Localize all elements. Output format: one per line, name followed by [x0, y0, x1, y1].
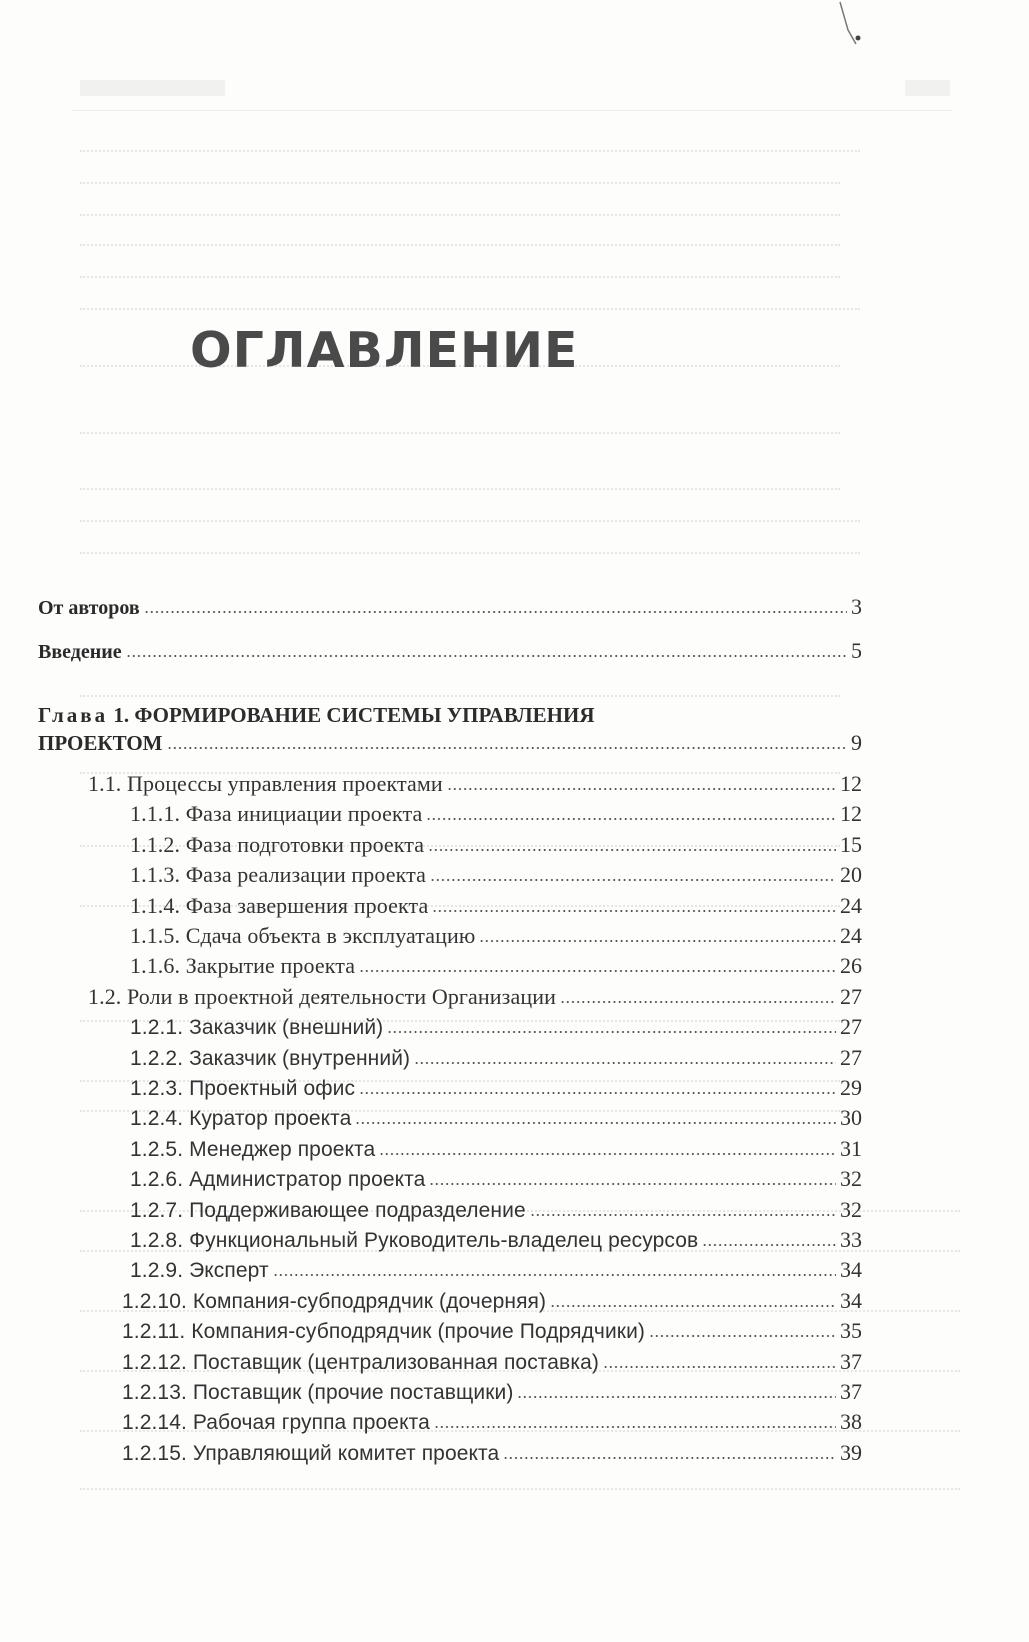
dot-leader	[359, 1092, 836, 1094]
toc-entry-introduction[interactable]	[38, 640, 862, 662]
dot-leader	[429, 1183, 836, 1185]
toc-page-number: 15	[840, 831, 862, 857]
toc-subsection-label: 1.1.1. Фаза инициации проекта	[130, 801, 423, 827]
toc-subsection[interactable]	[130, 925, 862, 947]
toc-subsection-label: 1.2.11. Компания-субподрядчик (прочие Подрядчики)	[122, 1320, 646, 1344]
dot-leader	[167, 747, 848, 749]
chapter-title-line1: ФОРМИРОВАНИЕ СИСТЕМЫ УПРАВЛЕНИЯ	[134, 703, 595, 727]
dot-leader	[603, 1366, 836, 1368]
bleed-line	[80, 308, 860, 310]
toc-subsection[interactable]	[130, 892, 862, 918]
dot-leader	[479, 940, 836, 942]
toc-subsection[interactable]	[130, 1196, 862, 1222]
dot-leader	[430, 879, 836, 881]
toc-subsection-label: 1.2.3. Проектный офис	[130, 1077, 356, 1100]
toc-subsection-label: 1.1.5. Сдача объекта в эксплуатацию	[130, 923, 476, 948]
bleed-line	[80, 1488, 960, 1490]
toc-subsection[interactable]	[130, 1168, 862, 1190]
toc-subsection[interactable]	[130, 1107, 862, 1129]
dot-leader	[702, 1244, 836, 1246]
dot-leader	[126, 655, 847, 657]
dot-leader	[530, 1214, 836, 1216]
dot-leader	[550, 1305, 836, 1307]
toc-subsection-label: 1.1.2. Фаза подготовки проекта	[130, 831, 425, 857]
toc-subsection[interactable]	[130, 1077, 862, 1099]
toc-subsection-label: 1.1.6. Закрытие проекта	[130, 953, 356, 979]
toc-page-number: 24	[840, 923, 862, 948]
toc-subsection[interactable]	[130, 864, 862, 886]
toc-section-label: 1.1. Процессы управления проектами	[88, 771, 443, 796]
toc-page-number: 12	[840, 771, 862, 796]
toc-page-number: 37	[840, 1379, 862, 1404]
bleed-line	[80, 488, 840, 490]
toc-subsection-label: 1.2.8. Функциональный Руководитель-владелец ресурсов	[130, 1229, 699, 1252]
toc-subsection[interactable]	[130, 831, 862, 857]
dot-leader	[447, 788, 836, 790]
dot-leader	[144, 611, 847, 613]
toc-page-number: 5	[851, 638, 862, 663]
toc-section[interactable]	[88, 983, 862, 1009]
chapter-title-line2: ПРОЕКТОМ	[38, 731, 163, 755]
dot-leader	[560, 1001, 836, 1003]
toc-page-number: 37	[840, 1348, 862, 1374]
toc-entry-chapter-1[interactable]	[38, 732, 862, 754]
bleed-line	[80, 276, 840, 278]
toc-subsection-label: 1.1.4. Фаза завершения проекта	[130, 892, 429, 918]
toc-page-number: 27	[840, 1044, 862, 1070]
toc-subsection[interactable]	[122, 1381, 862, 1403]
toc-page-number: 24	[840, 892, 862, 918]
toc-page-number: 26	[840, 953, 862, 979]
bleed-line	[80, 244, 840, 246]
dot-leader	[355, 1122, 836, 1124]
toc-subsection-label: 1.2.4. Куратор проекта	[130, 1107, 352, 1131]
page-title: ОГЛАВЛЕНИЕ	[190, 322, 579, 379]
bleed-line	[80, 182, 840, 184]
toc-section-label: 1.2. Роли в проектной деятельности Организации	[88, 983, 556, 1009]
toc-entry-label: Введение	[38, 641, 122, 663]
toc-subsection[interactable]	[122, 1287, 862, 1313]
toc-subsection[interactable]	[130, 1135, 862, 1161]
bleed-header-rule	[72, 110, 952, 111]
chapter-prefix: Глава	[38, 703, 109, 727]
toc-entry-authors[interactable]	[38, 596, 862, 618]
dot-leader	[649, 1335, 836, 1337]
toc-page-number: 30	[840, 1105, 862, 1131]
toc-page-number: 38	[840, 1409, 862, 1435]
bleed-line	[80, 214, 840, 216]
dot-leader	[359, 970, 836, 972]
dot-leader	[273, 1274, 836, 1276]
toc-subsection-label: 1.2.10. Компания-субподрядчик (дочерняя)	[122, 1289, 547, 1313]
toc-subsection-label: 1.2.7. Поддерживающее подразделение	[130, 1198, 526, 1222]
toc-subsection-label: 1.2.12. Поставщик (централизованная поставка)	[122, 1350, 599, 1374]
toc-subsection-label: 1.2.6. Администратор проекта	[130, 1168, 426, 1192]
bleed-line	[80, 150, 860, 152]
dot-leader	[428, 849, 836, 851]
dot-leader	[517, 1396, 836, 1398]
bleed-page-number	[905, 80, 950, 96]
toc-page-number: 34	[840, 1287, 862, 1313]
dot-leader	[387, 1031, 836, 1033]
toc-page-number: 31	[840, 1135, 862, 1161]
toc-subsection-label: 1.2.5. Менеджер проекта	[130, 1137, 376, 1161]
toc-subsection-label: 1.2.13. Поставщик (прочие поставщики)	[122, 1381, 514, 1404]
toc-page-number: 27	[840, 983, 862, 1009]
toc-page-number: 35	[840, 1318, 862, 1344]
bleed-line	[80, 520, 860, 522]
toc-page-number: 32	[840, 1196, 862, 1222]
chapter-heading[interactable]	[38, 703, 595, 728]
toc-page-number: 39	[840, 1439, 862, 1465]
dot-leader	[432, 910, 836, 912]
dot-leader	[503, 1457, 836, 1459]
bleed-running-head	[80, 80, 225, 96]
toc-subsection-label: 1.2.9. Эксперт	[130, 1259, 269, 1283]
toc-page-number: 12	[840, 801, 862, 827]
toc-page-number: 27	[840, 1014, 862, 1040]
toc-subsection-label: 1.2.1. Заказчик (внешний)	[130, 1016, 384, 1040]
toc-subsection[interactable]	[130, 1259, 862, 1281]
toc-subsection[interactable]	[122, 1439, 862, 1465]
toc-subsection-label: 1.2.14. Рабочая группа проекта	[122, 1411, 430, 1435]
toc-subsection[interactable]	[122, 1348, 862, 1374]
paper-scratch-mark	[830, 0, 870, 70]
toc-subsection[interactable]	[130, 803, 862, 825]
toc-subsection[interactable]	[130, 1229, 862, 1251]
toc-subsection[interactable]	[130, 1016, 862, 1038]
toc-entry-label: От авторов	[38, 597, 140, 619]
toc-subsection-label: 1.2.2. Заказчик (внутренний)	[130, 1046, 411, 1070]
dot-leader	[414, 1062, 836, 1064]
chapter-number: 1.	[113, 703, 130, 727]
toc-page-number: 34	[840, 1257, 862, 1283]
toc-section[interactable]	[88, 773, 862, 795]
toc-page-number: 32	[840, 1166, 862, 1192]
toc-subsection[interactable]	[130, 955, 862, 977]
toc-page-number: 33	[840, 1227, 862, 1252]
dot-leader	[379, 1153, 836, 1155]
toc-page-number: 20	[840, 862, 862, 888]
bleed-line	[80, 695, 840, 697]
toc-page-number: 9	[851, 730, 862, 755]
dot-leader	[426, 818, 836, 820]
bleed-line	[80, 552, 860, 554]
toc-subsection-label: 1.2.15. Управляющий комитет проекта	[122, 1441, 500, 1465]
dot-leader	[434, 1426, 836, 1428]
toc-subsection-label: 1.1.3. Фаза реализации проекта	[130, 862, 426, 888]
toc-page-number: 3	[851, 594, 862, 619]
toc-subsection[interactable]	[122, 1411, 862, 1433]
toc-subsection[interactable]	[130, 1044, 862, 1070]
toc-subsection[interactable]	[122, 1320, 862, 1342]
bleed-line	[80, 432, 840, 434]
toc-page-number: 29	[840, 1075, 862, 1100]
